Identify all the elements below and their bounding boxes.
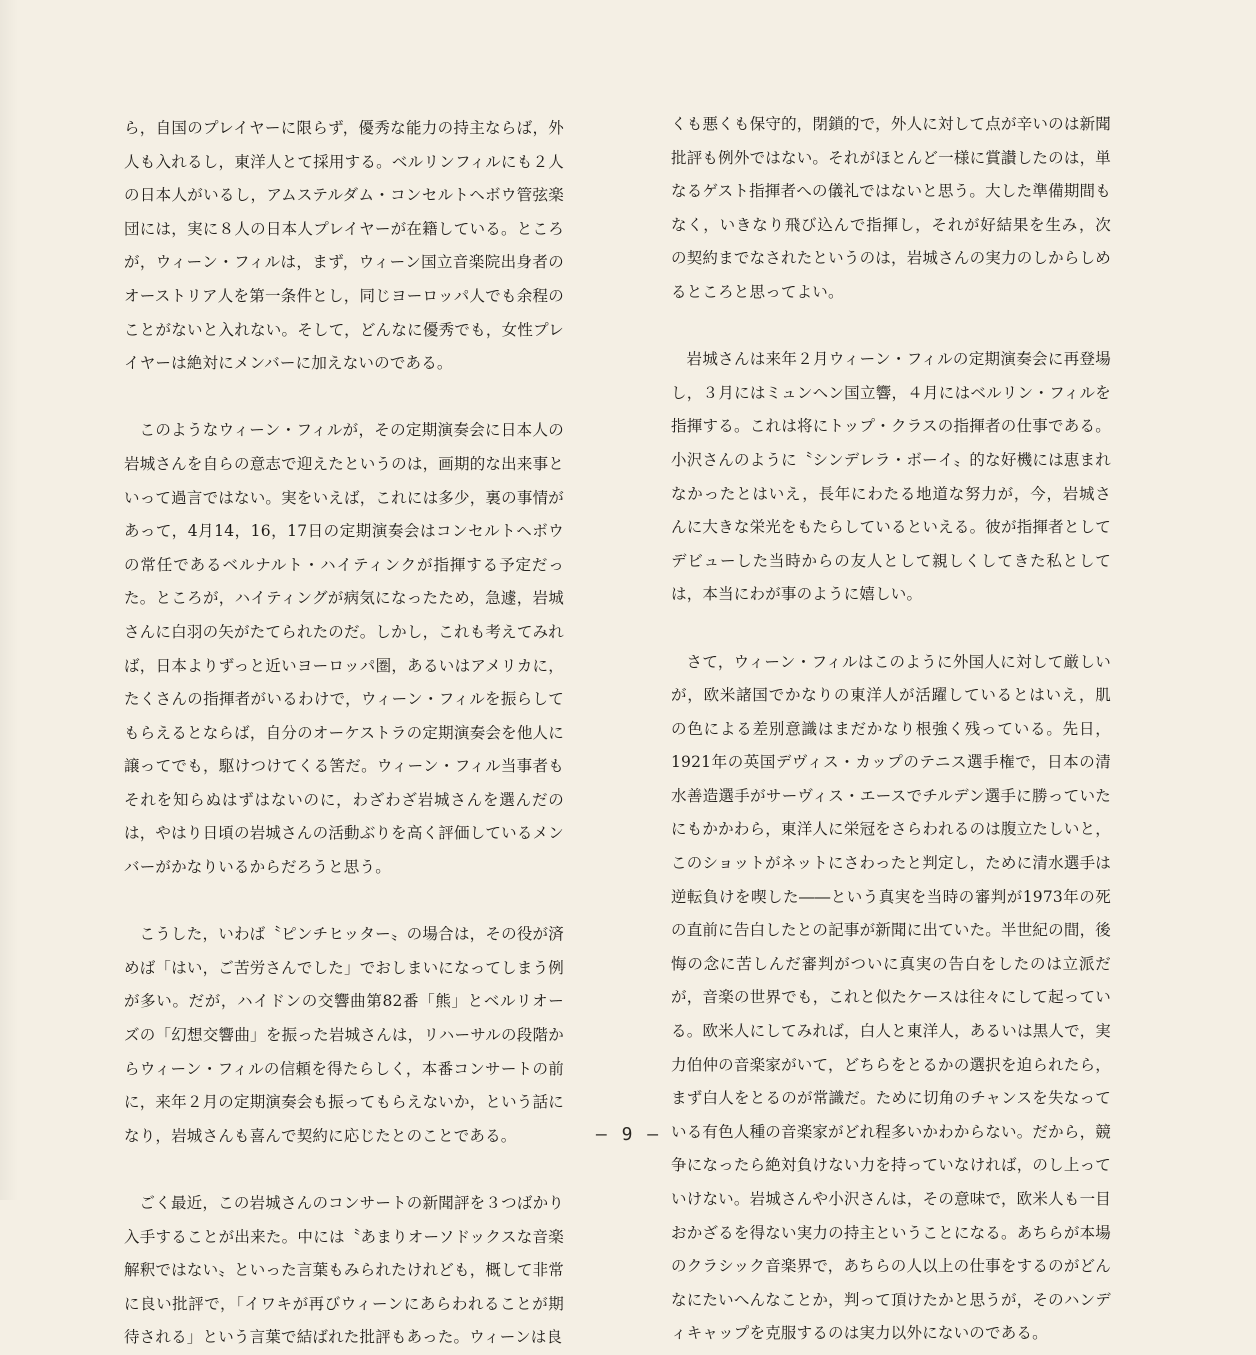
paragraph-gap bbox=[124, 1153, 564, 1187]
paragraph-gap bbox=[671, 310, 1111, 344]
paragraph-gap bbox=[671, 612, 1111, 646]
paragraph-gap bbox=[124, 381, 564, 415]
paragraph: こうした，いわば〝ピンチヒッター〟の場合は，その役が済めば「はい，ご苦労さんでした」でおしまいになってしまう例が多い。だが，ハイドンの交響曲第82番「熊」とベルリオーズの「幻想交響曲」を振った岩城さんは，リハーサルの段階からウィーン・フィルの信頼を得たらしく，本番コンサートの前に，来年２月の定期演奏会も振ってもらえないか，という話になり，岩城さんも喜んで契約に応じたとのことである。 bbox=[124, 925, 564, 1145]
left-column bbox=[124, 112, 564, 1355]
right-column bbox=[671, 108, 1111, 1351]
paragraph: ら，自国のプレイヤーに限らず，優秀な能力の持主ならば，外人も入れるし，東洋人とて採用する。ベルリンフィルにも２人の日本人がいるし，アムステルダム・コンセルトヘボウ管弦楽団には，実に８人の日本人プレイヤーが在籍している。ところが，ウィーン・フィルは，まず，ウィーン国立音楽院出身者のオーストリア人を第一条件とし，同じヨーロッパ人でも余程のことがないと入れない。そして，どんなに優秀でも，女性プレイヤーは絶対にメンバーに加えないのである。 bbox=[124, 119, 564, 373]
paragraph: さて，ウィーン・フィルはこのように外国人に対して厳しいが，欧米諸国でかなりの東洋人が活躍しているとはいえ，肌の色による差別意識はまだかなり根強く残っている。先日，1921年の英国デヴィス・カップのテニス選手権で，日本の清水善造選手がサーヴィス・エースでチルデン選手に勝っていたにもかかわら，東洋人に栄冠をさらわれるのは腹立たしいと，このショットがネットにさわったと判定し，ために清水選手は逆転負けを喫した――という真実を当時の審判が1973年の死の直前に告白したとの記事が新聞に出ていた。半世紀の間，後悔の念に苦しんだ審判がついに真実の告白をしたのは立派だが，音楽の世界でも，これと似たケースは往々にして起っている。欧米人にしてみれば，白人と東洋人，あるいは黒人で，実力伯仲の音楽家がいて，どちらをとるかの選択を迫られたら，まず白人をとるのが常識だ。ために切角のチャンスを失なっている有色人種の音楽家がどれ程多いかわからない。だから，競争になったら絶対負けない力を持っていなければ，のし上っていけない。岩城さんや小沢さんは，その意味で，欧米人も一目おかざるを得ない実力の持主ということになる。あちらが本場のクラシック音楽界で，あちらの人以上の仕事をするのがどんなにたいへんなことか，判って頂けたかと思うが，そのハンディキャップを克服するのは実力以外にないのである。 bbox=[671, 652, 1111, 1343]
paragraph: ごく最近，この岩城さんのコンサートの新聞評を３つばかり入手することが出来た。中には〝あまりオーソドックスな音楽解釈ではない〟といった言葉もみられたけれども，概して非常に良い批評で，「イワキが再びウィーンにあらわれることが期待される」という言葉で結ばれた批評もあった。ウィーンは良 bbox=[124, 1194, 564, 1347]
paragraph: くも悪くも保守的，閉鎖的で，外人に対して点が辛いのは新聞批評も例外ではない。それがほとんど一様に賞讃したのは，単なるゲスト指揮者への儀礼ではないと思う。大した準備期間もなく，いきなり飛び込んで指揮し，それが好結果を生み，次の契約までなされたというのは，岩城さんの実力のしからしめるところと思ってよい。 bbox=[671, 115, 1111, 301]
page-number: — 9 — bbox=[595, 1124, 661, 1145]
paragraph: このようなウィーン・フィルが，その定期演奏会に日本人の岩城さんを自らの意志で迎えたというのは，画期的な出来事といって過言ではない。実をいえば，これには多少，裏の事情があって，4月14，16，17日の定期演奏会はコンセルトヘボウの常任であるベルナルト・ハイティンクが指揮する予定だった。ところが，ハイティングが病気になったため，急遽，岩城さんに白羽の矢がたてられたのだ。しかし，これも考えてみれば，日本よりずっと近いヨーロッパ圏，あるいはアメリカに，たくさんの指揮者がいるわけで，ウィーン・フィルを振らしてもらえるとならば，自分のオーケストラの定期演奏会を他人に譲ってでも，駆けつけてくる筈だ。ウィーン・フィル当事者もそれを知らぬはずはないのに，わざわざ岩城さんを選んだのは，やはり日頃の岩城さんの活動ぶりを高く評価しているメンバーがかなりいるからだろうと思う。 bbox=[124, 421, 564, 877]
paragraph: 岩城さんは来年２月ウィーン・フィルの定期演奏会に再登場し，３月にはミュンヘン国立響，４月にはベルリン・フィルを指揮する。これは将にトップ・クラスの指揮者の仕事である。小沢さんのように〝シンデレラ・ボーイ〟的な好機には恵まれなかったとはいえ，長年にわたる地道な努力が，今，岩城さんに大きな栄光をもたらしているといえる。彼が指揮者としてデビューした当時からの友人として親しくしてきた私としては，本当にわが事のように嬉しい。 bbox=[671, 350, 1111, 604]
paragraph-gap bbox=[124, 885, 564, 919]
